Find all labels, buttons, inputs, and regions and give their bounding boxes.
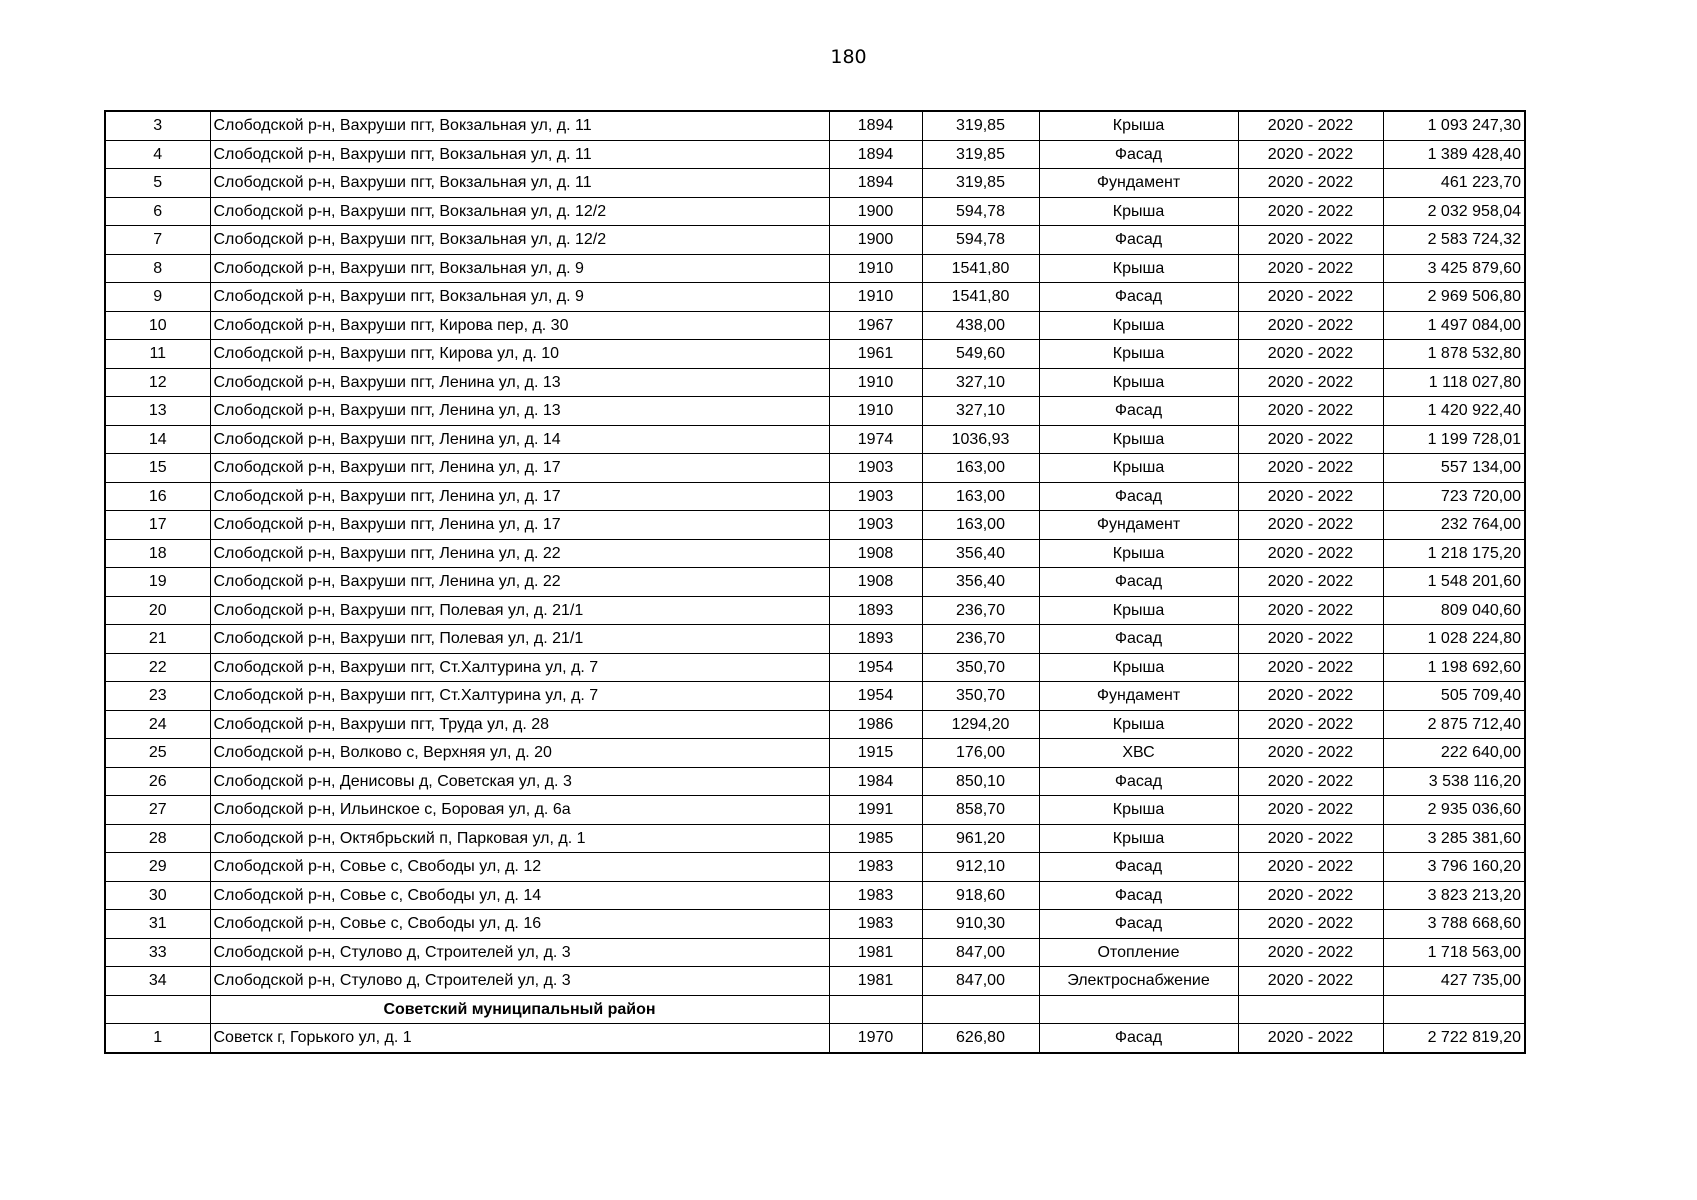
- row-number: 25: [105, 739, 210, 768]
- year-built-cell: 1983: [829, 910, 922, 939]
- address-cell: Советск г, Горького ул, д. 1: [210, 1024, 829, 1053]
- work-type-cell: Крыша: [1039, 197, 1238, 226]
- table-row: [105, 596, 1525, 625]
- row-number: 23: [105, 682, 210, 711]
- area-cell: 319,85: [922, 169, 1039, 198]
- empty-cell: [1238, 995, 1383, 1024]
- address-cell: Слободской р-н, Совье с, Свободы ул, д. 12: [210, 853, 829, 882]
- area-cell: 626,80: [922, 1024, 1039, 1053]
- year-built-cell: 1903: [829, 511, 922, 540]
- table-row: [105, 482, 1525, 511]
- cost-cell: 3 425 879,60: [1383, 254, 1525, 283]
- row-number: 28: [105, 824, 210, 853]
- cost-cell: 809 040,60: [1383, 596, 1525, 625]
- period-cell: 2020 - 2022: [1238, 368, 1383, 397]
- empty-cell: [1383, 995, 1525, 1024]
- row-number: 29: [105, 853, 210, 882]
- address-cell: Слободской р-н, Вахруши пгт, Ленина ул, д. 13: [210, 368, 829, 397]
- area-cell: 847,00: [922, 938, 1039, 967]
- address-cell: Слободской р-н, Ильинское с, Боровая ул, д. 6а: [210, 796, 829, 825]
- cost-cell: 1 878 532,80: [1383, 340, 1525, 369]
- row-number: 16: [105, 482, 210, 511]
- cost-cell: 1 093 247,30: [1383, 111, 1525, 140]
- table-row: [105, 682, 1525, 711]
- address-cell: Слободской р-н, Вахруши пгт, Ст.Халтурина ул, д. 7: [210, 682, 829, 711]
- period-cell: 2020 - 2022: [1238, 568, 1383, 597]
- period-cell: 2020 - 2022: [1238, 682, 1383, 711]
- area-cell: 319,85: [922, 111, 1039, 140]
- address-cell: Слободской р-н, Вахруши пгт, Ленина ул, д. 14: [210, 425, 829, 454]
- period-cell: 2020 - 2022: [1238, 111, 1383, 140]
- cost-cell: 2 969 506,80: [1383, 283, 1525, 312]
- work-type-cell: Фасад: [1039, 283, 1238, 312]
- period-cell: 2020 - 2022: [1238, 739, 1383, 768]
- address-cell: Слободской р-н, Волково с, Верхняя ул, д. 20: [210, 739, 829, 768]
- row-number: 18: [105, 539, 210, 568]
- area-cell: 356,40: [922, 539, 1039, 568]
- work-type-cell: Крыша: [1039, 824, 1238, 853]
- work-type-cell: Фасад: [1039, 482, 1238, 511]
- address-cell: Слободской р-н, Стулово д, Строителей ул, д. 3: [210, 967, 829, 996]
- work-type-cell: Крыша: [1039, 340, 1238, 369]
- area-cell: 236,70: [922, 596, 1039, 625]
- work-type-cell: Крыша: [1039, 796, 1238, 825]
- table-row: [105, 226, 1525, 255]
- work-type-cell: Фасад: [1039, 140, 1238, 169]
- work-type-cell: Крыша: [1039, 311, 1238, 340]
- empty-cell: [105, 995, 210, 1024]
- row-number: 33: [105, 938, 210, 967]
- year-built-cell: 1981: [829, 938, 922, 967]
- work-type-cell: Фундамент: [1039, 511, 1238, 540]
- address-cell: Слободской р-н, Вахруши пгт, Вокзальная ул, д. 11: [210, 140, 829, 169]
- area-cell: 910,30: [922, 910, 1039, 939]
- period-cell: 2020 - 2022: [1238, 511, 1383, 540]
- row-number: 31: [105, 910, 210, 939]
- row-number: 17: [105, 511, 210, 540]
- area-cell: 236,70: [922, 625, 1039, 654]
- table-row: [105, 625, 1525, 654]
- section-header-row: [105, 995, 1525, 1024]
- table-row: [105, 311, 1525, 340]
- year-built-cell: 1903: [829, 482, 922, 511]
- year-built-cell: 1985: [829, 824, 922, 853]
- empty-cell: [829, 995, 922, 1024]
- year-built-cell: 1893: [829, 625, 922, 654]
- cost-cell: 1 718 563,00: [1383, 938, 1525, 967]
- repair-registry-table: [104, 110, 1526, 1054]
- work-type-cell: Крыша: [1039, 368, 1238, 397]
- work-type-cell: Фасад: [1039, 1024, 1238, 1053]
- row-number: 8: [105, 254, 210, 283]
- table-row: [105, 739, 1525, 768]
- table-row: [105, 853, 1525, 882]
- period-cell: 2020 - 2022: [1238, 197, 1383, 226]
- cost-cell: 461 223,70: [1383, 169, 1525, 198]
- address-cell: Слободской р-н, Вахруши пгт, Ст.Халтурина ул, д. 7: [210, 653, 829, 682]
- table-row: [105, 910, 1525, 939]
- work-type-cell: Фасад: [1039, 568, 1238, 597]
- year-built-cell: 1986: [829, 710, 922, 739]
- period-cell: 2020 - 2022: [1238, 938, 1383, 967]
- cost-cell: 1 420 922,40: [1383, 397, 1525, 426]
- table-row: [105, 169, 1525, 198]
- table-row: [105, 368, 1525, 397]
- work-type-cell: Фасад: [1039, 625, 1238, 654]
- work-type-cell: Крыша: [1039, 596, 1238, 625]
- table-row: [105, 938, 1525, 967]
- work-type-cell: Отопление: [1039, 938, 1238, 967]
- period-cell: 2020 - 2022: [1238, 596, 1383, 625]
- period-cell: 2020 - 2022: [1238, 425, 1383, 454]
- area-cell: 961,20: [922, 824, 1039, 853]
- address-cell: Слободской р-н, Денисовы д, Советская ул, д. 3: [210, 767, 829, 796]
- address-cell: Слободской р-н, Вахруши пгт, Ленина ул, д. 17: [210, 482, 829, 511]
- row-number: 9: [105, 283, 210, 312]
- table-row: [105, 881, 1525, 910]
- table-row: [105, 568, 1525, 597]
- cost-cell: 1 118 027,80: [1383, 368, 1525, 397]
- period-cell: 2020 - 2022: [1238, 625, 1383, 654]
- registry-body: [105, 111, 1525, 1053]
- year-built-cell: 1894: [829, 169, 922, 198]
- row-number: 20: [105, 596, 210, 625]
- year-built-cell: 1970: [829, 1024, 922, 1053]
- year-built-cell: 1981: [829, 967, 922, 996]
- table-row: [105, 539, 1525, 568]
- area-cell: 594,78: [922, 197, 1039, 226]
- area-cell: 1541,80: [922, 254, 1039, 283]
- cost-cell: 2 722 819,20: [1383, 1024, 1525, 1053]
- area-cell: 176,00: [922, 739, 1039, 768]
- year-built-cell: 1908: [829, 539, 922, 568]
- cost-cell: 723 720,00: [1383, 482, 1525, 511]
- work-type-cell: Фасад: [1039, 767, 1238, 796]
- address-cell: Слободской р-н, Вахруши пгт, Ленина ул, д. 22: [210, 568, 829, 597]
- area-cell: 858,70: [922, 796, 1039, 825]
- period-cell: 2020 - 2022: [1238, 454, 1383, 483]
- period-cell: 2020 - 2022: [1238, 1024, 1383, 1053]
- table-row: [105, 653, 1525, 682]
- cost-cell: 505 709,40: [1383, 682, 1525, 711]
- row-number: 15: [105, 454, 210, 483]
- table-row: [105, 710, 1525, 739]
- table-row: [105, 111, 1525, 140]
- address-cell: Слободской р-н, Вахруши пгт, Ленина ул, д. 17: [210, 511, 829, 540]
- work-type-cell: Крыша: [1039, 425, 1238, 454]
- table-row: [105, 796, 1525, 825]
- area-cell: 356,40: [922, 568, 1039, 597]
- year-built-cell: 1983: [829, 853, 922, 882]
- cost-cell: 222 640,00: [1383, 739, 1525, 768]
- cost-cell: 2 583 724,32: [1383, 226, 1525, 255]
- period-cell: 2020 - 2022: [1238, 653, 1383, 682]
- address-cell: Слободской р-н, Вахруши пгт, Кирова пер, д. 30: [210, 311, 829, 340]
- year-built-cell: 1915: [829, 739, 922, 768]
- address-cell: Слободской р-н, Совье с, Свободы ул, д. 14: [210, 881, 829, 910]
- row-number: 10: [105, 311, 210, 340]
- year-built-cell: 1900: [829, 197, 922, 226]
- year-built-cell: 1900: [829, 226, 922, 255]
- cost-cell: 232 764,00: [1383, 511, 1525, 540]
- cost-cell: 427 735,00: [1383, 967, 1525, 996]
- row-number: 22: [105, 653, 210, 682]
- table-row: [105, 425, 1525, 454]
- empty-cell: [1039, 995, 1238, 1024]
- address-cell: Слободской р-н, Вахруши пгт, Полевая ул, д. 21/1: [210, 625, 829, 654]
- period-cell: 2020 - 2022: [1238, 967, 1383, 996]
- work-type-cell: Фасад: [1039, 881, 1238, 910]
- year-built-cell: 1894: [829, 111, 922, 140]
- area-cell: 1541,80: [922, 283, 1039, 312]
- cost-cell: 1 198 692,60: [1383, 653, 1525, 682]
- period-cell: 2020 - 2022: [1238, 767, 1383, 796]
- row-number: 21: [105, 625, 210, 654]
- work-type-cell: Фасад: [1039, 397, 1238, 426]
- address-cell: Слободской р-н, Вахруши пгт, Труда ул, д. 28: [210, 710, 829, 739]
- period-cell: 2020 - 2022: [1238, 340, 1383, 369]
- table-row: [105, 140, 1525, 169]
- year-built-cell: 1910: [829, 283, 922, 312]
- table-row: [105, 197, 1525, 226]
- period-cell: 2020 - 2022: [1238, 397, 1383, 426]
- area-cell: 350,70: [922, 682, 1039, 711]
- work-type-cell: Крыша: [1039, 111, 1238, 140]
- table-row: [105, 511, 1525, 540]
- cost-cell: 1 218 175,20: [1383, 539, 1525, 568]
- cost-cell: 3 796 160,20: [1383, 853, 1525, 882]
- year-built-cell: 1893: [829, 596, 922, 625]
- cost-cell: 1 548 201,60: [1383, 568, 1525, 597]
- address-cell: Слободской р-н, Вахруши пгт, Вокзальная ул, д. 11: [210, 169, 829, 198]
- area-cell: 163,00: [922, 482, 1039, 511]
- work-type-cell: Фасад: [1039, 910, 1238, 939]
- table-row: [105, 1024, 1525, 1053]
- year-built-cell: 1961: [829, 340, 922, 369]
- address-cell: Слободской р-н, Вахруши пгт, Ленина ул, д. 13: [210, 397, 829, 426]
- page-number: 180: [830, 46, 867, 68]
- year-built-cell: 1908: [829, 568, 922, 597]
- year-built-cell: 1910: [829, 254, 922, 283]
- row-number: 14: [105, 425, 210, 454]
- cost-cell: 2 875 712,40: [1383, 710, 1525, 739]
- period-cell: 2020 - 2022: [1238, 853, 1383, 882]
- work-type-cell: Крыша: [1039, 539, 1238, 568]
- address-cell: Слободской р-н, Вахруши пгт, Вокзальная ул, д. 11: [210, 111, 829, 140]
- year-built-cell: 1894: [829, 140, 922, 169]
- cost-cell: 3 788 668,60: [1383, 910, 1525, 939]
- period-cell: 2020 - 2022: [1238, 710, 1383, 739]
- row-number: 4: [105, 140, 210, 169]
- area-cell: 1036,93: [922, 425, 1039, 454]
- row-number: 27: [105, 796, 210, 825]
- work-type-cell: Фасад: [1039, 853, 1238, 882]
- year-built-cell: 1991: [829, 796, 922, 825]
- cost-cell: 3 538 116,20: [1383, 767, 1525, 796]
- area-cell: 912,10: [922, 853, 1039, 882]
- row-number: 5: [105, 169, 210, 198]
- area-cell: 327,10: [922, 397, 1039, 426]
- table-row: [105, 767, 1525, 796]
- period-cell: 2020 - 2022: [1238, 311, 1383, 340]
- address-cell: Слободской р-н, Стулово д, Строителей ул, д. 3: [210, 938, 829, 967]
- period-cell: 2020 - 2022: [1238, 169, 1383, 198]
- row-number: 34: [105, 967, 210, 996]
- cost-cell: 2 032 958,04: [1383, 197, 1525, 226]
- address-cell: Слободской р-н, Вахруши пгт, Полевая ул, д. 21/1: [210, 596, 829, 625]
- work-type-cell: Крыша: [1039, 653, 1238, 682]
- cost-cell: 2 935 036,60: [1383, 796, 1525, 825]
- period-cell: 2020 - 2022: [1238, 482, 1383, 511]
- address-cell: Слободской р-н, Вахруши пгт, Вокзальная ул, д. 9: [210, 283, 829, 312]
- section-title: Советский муниципальный район: [210, 995, 829, 1024]
- area-cell: 327,10: [922, 368, 1039, 397]
- address-cell: Слободской р-н, Вахруши пгт, Ленина ул, д. 17: [210, 454, 829, 483]
- area-cell: 350,70: [922, 653, 1039, 682]
- year-built-cell: 1974: [829, 425, 922, 454]
- work-type-cell: Фундамент: [1039, 169, 1238, 198]
- cost-cell: 3 285 381,60: [1383, 824, 1525, 853]
- address-cell: Слободской р-н, Вахруши пгт, Вокзальная ул, д. 9: [210, 254, 829, 283]
- work-type-cell: Крыша: [1039, 454, 1238, 483]
- work-type-cell: Крыша: [1039, 710, 1238, 739]
- table-row: [105, 340, 1525, 369]
- row-number: 11: [105, 340, 210, 369]
- work-type-cell: Фундамент: [1039, 682, 1238, 711]
- row-number: 6: [105, 197, 210, 226]
- table-row: [105, 283, 1525, 312]
- year-built-cell: 1903: [829, 454, 922, 483]
- period-cell: 2020 - 2022: [1238, 140, 1383, 169]
- year-built-cell: 1954: [829, 682, 922, 711]
- period-cell: 2020 - 2022: [1238, 796, 1383, 825]
- year-built-cell: 1954: [829, 653, 922, 682]
- cost-cell: 1 028 224,80: [1383, 625, 1525, 654]
- cost-cell: 1 497 084,00: [1383, 311, 1525, 340]
- year-built-cell: 1910: [829, 397, 922, 426]
- row-number: 1: [105, 1024, 210, 1053]
- row-number: 26: [105, 767, 210, 796]
- address-cell: Слободской р-н, Вахруши пгт, Ленина ул, д. 22: [210, 539, 829, 568]
- address-cell: Слободской р-н, Вахруши пгт, Кирова ул, д. 10: [210, 340, 829, 369]
- area-cell: 594,78: [922, 226, 1039, 255]
- period-cell: 2020 - 2022: [1238, 881, 1383, 910]
- area-cell: 918,60: [922, 881, 1039, 910]
- period-cell: 2020 - 2022: [1238, 539, 1383, 568]
- cost-cell: 1 389 428,40: [1383, 140, 1525, 169]
- area-cell: 1294,20: [922, 710, 1039, 739]
- year-built-cell: 1984: [829, 767, 922, 796]
- table-row: [105, 824, 1525, 853]
- address-cell: Слободской р-н, Вахруши пгт, Вокзальная ул, д. 12/2: [210, 226, 829, 255]
- area-cell: 549,60: [922, 340, 1039, 369]
- row-number: 24: [105, 710, 210, 739]
- address-cell: Слободской р-н, Октябрьский п, Парковая ул, д. 1: [210, 824, 829, 853]
- table-row: [105, 454, 1525, 483]
- work-type-cell: Электроснабжение: [1039, 967, 1238, 996]
- cost-cell: 3 823 213,20: [1383, 881, 1525, 910]
- table-row: [105, 254, 1525, 283]
- address-cell: Слободской р-н, Совье с, Свободы ул, д. 16: [210, 910, 829, 939]
- period-cell: 2020 - 2022: [1238, 824, 1383, 853]
- area-cell: 163,00: [922, 511, 1039, 540]
- area-cell: 850,10: [922, 767, 1039, 796]
- work-type-cell: Крыша: [1039, 254, 1238, 283]
- period-cell: 2020 - 2022: [1238, 226, 1383, 255]
- work-type-cell: ХВС: [1039, 739, 1238, 768]
- period-cell: 2020 - 2022: [1238, 283, 1383, 312]
- table-row: [105, 967, 1525, 996]
- year-built-cell: 1967: [829, 311, 922, 340]
- cost-cell: 1 199 728,01: [1383, 425, 1525, 454]
- period-cell: 2020 - 2022: [1238, 254, 1383, 283]
- table-row: [105, 397, 1525, 426]
- area-cell: 847,00: [922, 967, 1039, 996]
- year-built-cell: 1910: [829, 368, 922, 397]
- cost-cell: 557 134,00: [1383, 454, 1525, 483]
- work-type-cell: Фасад: [1039, 226, 1238, 255]
- row-number: 7: [105, 226, 210, 255]
- year-built-cell: 1983: [829, 881, 922, 910]
- period-cell: 2020 - 2022: [1238, 910, 1383, 939]
- address-cell: Слободской р-н, Вахруши пгт, Вокзальная ул, д. 12/2: [210, 197, 829, 226]
- row-number: 12: [105, 368, 210, 397]
- row-number: 13: [105, 397, 210, 426]
- row-number: 19: [105, 568, 210, 597]
- empty-cell: [922, 995, 1039, 1024]
- area-cell: 319,85: [922, 140, 1039, 169]
- row-number: 3: [105, 111, 210, 140]
- row-number: 30: [105, 881, 210, 910]
- area-cell: 438,00: [922, 311, 1039, 340]
- area-cell: 163,00: [922, 454, 1039, 483]
